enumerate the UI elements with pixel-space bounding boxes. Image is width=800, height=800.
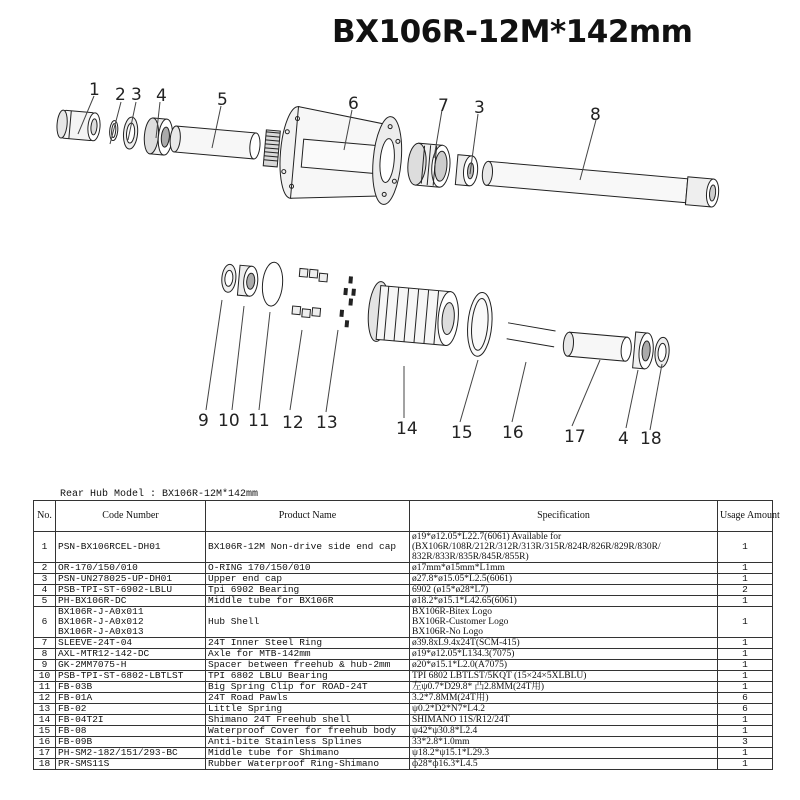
cell-product: 24T Inner Steel Ring [206,638,410,649]
header-code: Code Number [56,501,206,532]
cell-code [56,574,206,585]
part-18-rubber-ring [654,337,671,368]
cell-spec [410,737,718,748]
table-row [34,574,773,585]
table-row [34,715,773,726]
cell-no: 2 [34,563,56,574]
table-row [34,748,773,759]
cell-spec [410,638,718,649]
cell-qty: 6 [718,693,773,704]
cell-spec-line: ø17mm*ø15mm*L1mm [412,563,505,573]
cell-spec [410,748,718,759]
callout-15: 15 [451,423,473,443]
cell-code-line: FB-04T2I [58,714,104,725]
cell-code [56,638,206,649]
cell-spec-line: 左ψ0.7*D29.8* 凸2.8MM(24T用) [412,682,545,692]
callout-4: 4 [156,86,167,106]
header-product: Product Name [206,501,410,532]
table-row [34,607,773,638]
cell-qty: 1 [718,596,773,607]
part-16-splines [506,323,556,347]
freehub-assembly-lower [217,258,674,373]
cell-product: Hub Shell [206,607,410,638]
table-row [34,563,773,574]
table-model-line: Rear Hub Model : BX106R-12M*142mm [60,489,259,500]
callout-16: 16 [502,423,524,443]
cell-code-line: PSB-TPI-ST-6802-LBTLST [58,670,184,681]
cell-spec [410,563,718,574]
cell-spec [410,660,718,671]
cell-product: Shimano 24T Freehub shell [206,715,410,726]
cell-spec-line: ψ0.2*D2*N7*L4.2 [412,704,485,714]
cell-spec-line: ø19*ø12.05*L22.7(6061) Available for [412,532,562,542]
cell-product: Middle tube for BX106R [206,596,410,607]
cell-code-line: FB-09B [58,736,93,747]
callout-6: 6 [348,94,359,114]
cell-spec [410,704,718,715]
header-spec: Specification [410,501,718,532]
cell-code-line: PH-BX106R-DC [58,595,127,606]
cell-spec [410,671,718,682]
cell-spec-line: BX106R-Customer Logo [412,617,509,627]
cell-code-line: AXL-MTR12-142-DC [58,648,150,659]
cell-product: Tpi 6902 Bearing [206,585,410,596]
cell-product: Upper end cap [206,574,410,585]
callout-5: 5 [217,90,228,110]
cell-product: Axle for MTB-142mm [206,649,410,660]
cell-qty: 1 [718,574,773,585]
header-usage-line2: Amount [746,510,780,521]
part-7-steel-ring [406,142,452,188]
cell-product: BX106R-12M Non-drive side end cap [206,532,410,563]
cell-spec-line: ψ18.2*ψ15.1*L29.3 [412,748,490,758]
part-1-end-cap [56,110,101,142]
cell-qty: 1 [718,649,773,660]
cell-no: 4 [34,585,56,596]
cell-code [56,532,206,563]
table-row [34,660,773,671]
cell-product: Middle tube for Shimano [206,748,410,759]
cell-product: Little Spring [206,704,410,715]
cell-no: 8 [34,649,56,660]
callout-14: 14 [396,419,418,439]
table-row [34,759,773,770]
cell-code [56,715,206,726]
callout-8: 8 [590,105,601,125]
cell-qty: 1 [718,532,773,563]
cell-spec-line: ф28*ф16.3*L4.5 [412,759,478,769]
cell-no: 11 [34,682,56,693]
cell-qty: 1 [718,759,773,770]
cell-code [56,726,206,737]
cell-code [56,759,206,770]
cell-spec-line: ø19*ø12.05*L134.3(7075) [412,649,515,659]
table-row [34,671,773,682]
cell-no: 9 [34,660,56,671]
cell-code-line: PSN-BX106RCEL-DH01 [58,541,161,552]
cell-spec-line: ψ42*ψ30.8*L2.4 [412,726,478,736]
cell-spec [410,585,718,596]
cell-qty: 1 [718,682,773,693]
callout-3: 3 [131,85,142,105]
cell-qty: 6 [718,704,773,715]
cell-no: 17 [34,748,56,759]
cell-code [56,748,206,759]
callout-7: 7 [438,96,449,116]
table-row [34,649,773,660]
cell-no: 10 [34,671,56,682]
cell-no: 5 [34,596,56,607]
parts-table-body [34,532,773,770]
cell-spec-line: 3.2*7.8MM(24T用) [412,693,489,703]
cell-no: 16 [34,737,56,748]
table-row [34,737,773,748]
cell-qty: 1 [718,715,773,726]
part-10-bearing [237,265,259,297]
callout-17: 17 [564,427,586,447]
hub-assembly-upper [52,86,722,236]
cell-code [56,682,206,693]
table-row [34,726,773,737]
cell-spec-line: (BX106R/108R/212R/312R/313R/315R/824R/826R/829R/830R/ [412,542,661,552]
cell-spec-line: TPI 6802 LBTLST/5KQT (15×24×5XLBLU) [412,671,587,681]
callout-2: 2 [115,85,126,105]
table-row [34,585,773,596]
parts-table [33,500,780,770]
cell-no: 13 [34,704,56,715]
cell-code [56,607,206,638]
cell-code [56,585,206,596]
callout-10: 10 [218,411,240,431]
cell-no: 14 [34,715,56,726]
table-header-row [34,501,773,532]
callout-13: 13 [316,413,338,433]
cell-spec [410,596,718,607]
cell-qty: 1 [718,638,773,649]
cell-product: Spacer between freehub & hub-2mm [206,660,410,671]
cell-qty: 1 [718,607,773,638]
cell-qty: 1 [718,671,773,682]
table-row [34,596,773,607]
cell-qty: 1 [718,563,773,574]
cell-no: 18 [34,759,56,770]
cell-code-line: FB-03B [58,681,93,692]
cell-code [56,693,206,704]
cell-code [56,649,206,660]
table-row [34,704,773,715]
cell-qty: 1 [718,748,773,759]
header-usage-line1: Usage [720,510,745,521]
cell-code [56,660,206,671]
table-row [34,638,773,649]
cell-spec-line: SHIMANO 11S/R12/24T [412,715,510,725]
cell-code-line: FB-01A [58,692,93,703]
cell-product: Big Spring Clip for ROAD-24T [206,682,410,693]
cell-no: 1 [34,532,56,563]
cell-qty: 3 [718,737,773,748]
part-8-axle [481,159,720,208]
cell-spec [410,607,718,638]
cell-code [56,671,206,682]
part-5-middle-tube [169,126,261,160]
part-12-pawls [292,268,328,319]
cell-code-line: BX106R-J-A0x012 [58,616,144,627]
cell-product: 24T Road Pawls [206,693,410,704]
cell-no: 6 [34,607,56,638]
cell-spec [410,649,718,660]
part-13-little-springs [339,276,356,327]
cell-code-line: BX106R-J-A0x013 [58,626,144,637]
cell-code-line: FB-08 [58,725,87,736]
cell-code-line: FB-02 [58,703,87,714]
cell-spec [410,532,718,563]
table-row [34,532,773,563]
header-no: No. [34,501,56,532]
cell-spec [410,682,718,693]
cell-no: 15 [34,726,56,737]
cell-code-line: PH-SM2-182/151/293-BC [58,747,178,758]
cell-spec [410,574,718,585]
cell-no: 12 [34,693,56,704]
page-title: BX106R-12M*142mm [332,14,693,50]
cell-spec-line: ø27.8*ø15.05*L2.5(6061) [412,574,513,584]
cell-product: Anti-bite Stainless Splines [206,737,410,748]
cell-code [56,596,206,607]
cell-product: Rubber Waterproof Ring-Shimano [206,759,410,770]
part-3-upper-end-cap [122,117,139,150]
callout-1: 1 [89,80,100,100]
part-4-bearing [143,117,174,155]
table-row [34,682,773,693]
cell-spec-line: ø39.8xL9.4x24T(SCM-415) [412,638,520,648]
part-3-upper-end-cap-b [455,155,479,187]
callout-4b: 4 [618,429,629,449]
cell-product: TPI 6802 LBLU Bearing [206,671,410,682]
cell-code-line: PSN-UN278025-UP-DH01 [58,573,173,584]
cell-code-line: BX106R-J-A0x011 [58,606,144,617]
cell-code-line: SLEEVE-24T-04 [58,637,133,648]
callout-12: 12 [282,413,304,433]
cell-spec-line: BX106R-No Logo [412,627,483,637]
cell-spec [410,715,718,726]
callout-9: 9 [198,411,209,431]
part-11-spring-clip [261,261,285,307]
cell-qty: 1 [718,726,773,737]
cell-spec-line: 6902 (ø15*ø28*L7) [412,585,489,595]
cell-code-line: OR-170/150/010 [58,562,138,573]
cell-spec [410,693,718,704]
cell-code [56,704,206,715]
part-4-bearing-b [633,332,655,370]
cell-qty: 1 [718,660,773,671]
cell-code-line: GK-2MM7075-H [58,659,127,670]
part-6-hub-shell [261,104,405,208]
header-usage [718,501,780,532]
cell-spec-line: 33*2.8*1.0mm [412,737,470,747]
part-15-waterproof-cover [465,291,494,357]
cell-product: O-RING 170/150/010 [206,563,410,574]
cell-code [56,563,206,574]
callout-3b: 3 [474,98,485,118]
cell-spec-line: 832R/833R/835R/845R/855R) [412,552,529,562]
cell-spec-line: BX106R-Bitex Logo [412,607,492,617]
cell-qty: 2 [718,585,773,596]
cell-no: 3 [34,574,56,585]
cell-code [56,737,206,748]
part-9-spacer [221,264,237,293]
cell-no: 7 [34,638,56,649]
part-17-middle-tube [562,332,632,362]
cell-spec-line: ø18.2*ø15.1*L42.65(6061) [412,596,517,606]
callout-11: 11 [248,411,270,431]
table-row [34,693,773,704]
cell-code-line: PR-SMS11S [58,758,110,769]
cell-code-line: PSB-TPI-ST-6902-LBLU [58,584,173,595]
cell-spec [410,726,718,737]
cell-spec [410,759,718,770]
cell-product: Waterproof Cover for freehub body [206,726,410,737]
part-14-freehub-shell [366,281,461,349]
callout-18: 18 [640,429,662,449]
cell-spec-line: ø20*ø15.1*L2.0(A7075) [412,660,507,670]
